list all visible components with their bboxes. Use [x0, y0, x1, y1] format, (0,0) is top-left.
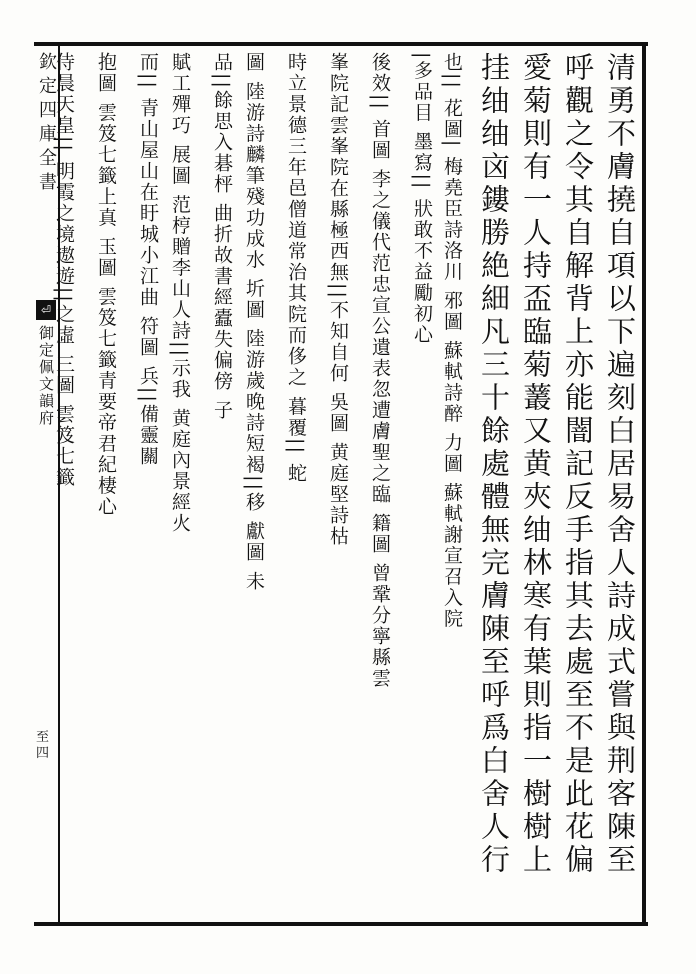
text-column: 侍晨天皇|| 明霞之境遨遊||之虛 三圖 雲笈七籤 [53, 52, 75, 488]
text-column: 圖 陸游詩麟筆殘功成水 圻圖 陸游歲晚詩短褐||移 獻圖 未 [243, 52, 265, 593]
text-column: 呼觀之令其自解背上亦能闇記反手指其去處至不是此花偏 [561, 52, 595, 877]
volume-title: 御定佩文韻府 [37, 325, 55, 427]
fish-tail-mark-icon: ⏎ [36, 300, 56, 320]
text-column: 時立景德三年邑僧道常治其院而侈之 暮覆|| 蛇 [285, 52, 307, 484]
text-column: 品||餘思入碁枰 曲折故書經蠹失偏傍 子 [211, 52, 233, 421]
right-border [642, 42, 646, 926]
text-column: 挂䌷䌷㐫鏤勝絶細凡三十餘處體無完膚陳至呼爲白舍人行 [477, 52, 511, 877]
text-column: 愛菊則有一人持盃臨菊䕺又黄夾䌷林寒有葉則指一樹樹上 [519, 52, 553, 877]
text-column: 峯院記雲峯院在縣極西無||不知自何 吳圖 黄庭堅詩枯 [327, 52, 349, 547]
text-column: |多品目 墨寫|| 狀敢不益勵初心 [411, 52, 433, 346]
text-column: 後效|| 首圖 李之儀代范忠宣公遺表忽遭膚聖之臨 籍圖 曾鞏分寧縣雲 [369, 52, 391, 689]
text-column: 抱圖 雲笈七籤上真 玉圖 雲笈七籤青要帝君紀棲心 [95, 52, 117, 518]
bottom-border [34, 922, 648, 926]
page-number: 至四 [36, 730, 50, 761]
book-title: 欽定四庫全書 [36, 52, 57, 196]
text-column: 賦工殫巧 展圖 范梈贈李山人詩||示我 黄庭內景經火 [169, 52, 191, 534]
text-column: 也|| 花圖| 梅堯臣詩洛川 邪圖 蘇軾詩醉 力圖 蘇軾謝宣召入院 [441, 52, 463, 630]
top-border [34, 42, 648, 46]
text-column: 而|| 青山屋山在盱城小江曲 符圖 兵||備靈關 [137, 52, 159, 467]
text-column: 清勇不膚撓自項以下遍刻白居易舍人詩成式嘗與荆客陳至 [603, 52, 637, 877]
